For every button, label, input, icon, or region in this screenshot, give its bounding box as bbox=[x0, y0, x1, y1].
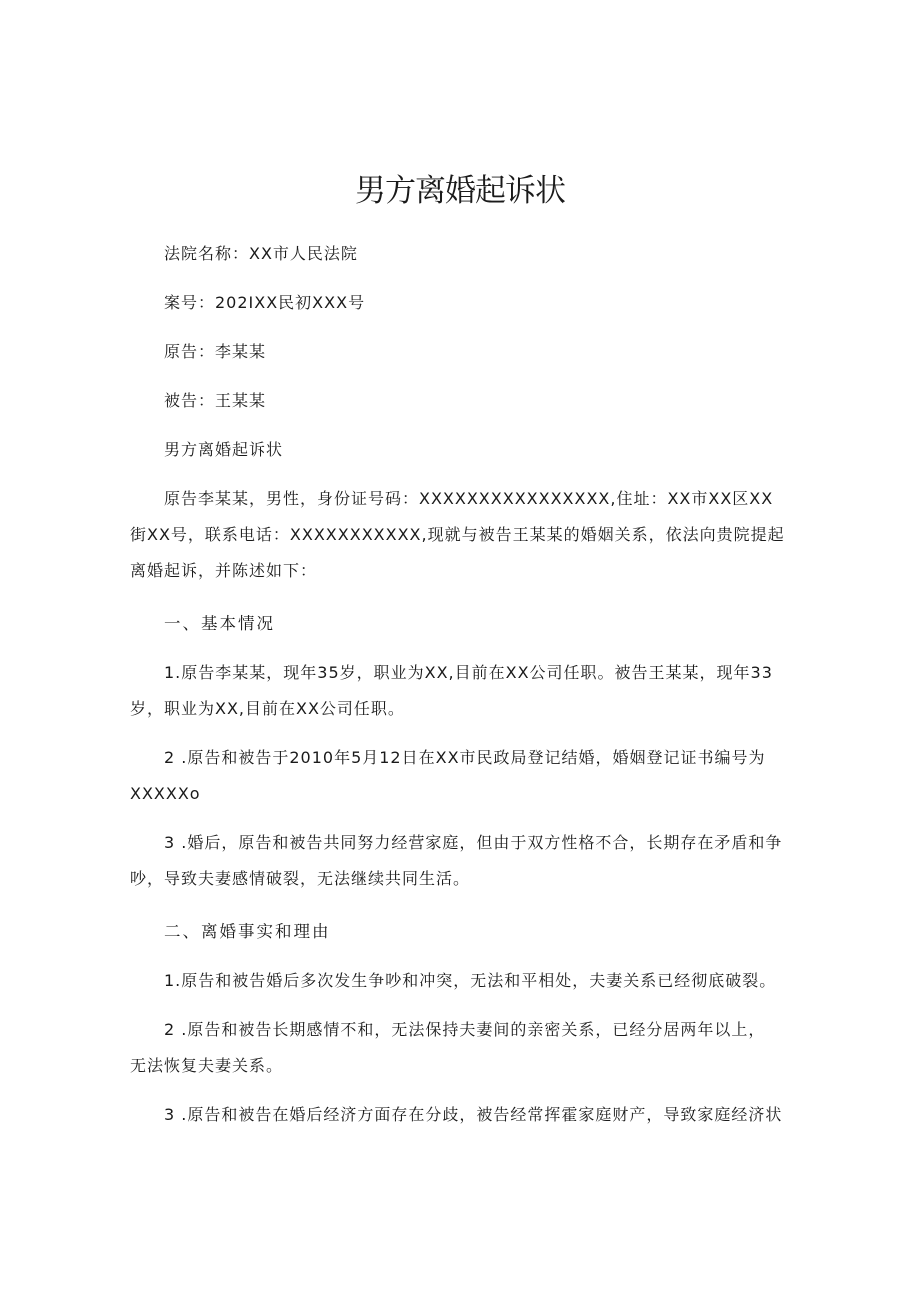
section-2-heading: 二、离婚事实和理由 bbox=[164, 922, 331, 941]
section-1-heading: 一、基本情况 bbox=[164, 614, 275, 633]
intro-line-3: 离婚起诉，并陈述如下： bbox=[130, 561, 318, 580]
s1-item3-line-2: 吵，导致夫妻感情破裂，无法继续共同生活。 bbox=[130, 869, 471, 888]
s1-item2-line-2: XXXXXo bbox=[130, 784, 201, 803]
s2-item1-line-1: 1.原告和被告婚后多次发生争吵和冲突，无法和平相处，夫妻关系已经彻底破裂。 bbox=[164, 971, 777, 990]
s2-item3-line-1: 3 .原告和被告在婚后经济方面存在分歧，被告经常挥霍家庭财产，导致家庭经济状 bbox=[164, 1105, 783, 1124]
s2-item2-line-1: 2 .原告和被告长期感情不和，无法保持夫妻间的亲密关系，已经分居两年以上， bbox=[164, 1020, 766, 1039]
document-label: 男方离婚起诉状 bbox=[164, 440, 284, 459]
defendant-line: 被告：王某某 bbox=[164, 391, 267, 410]
s1-item3-line-1: 3 .婚后，原告和被告共同努力经营家庭，但由于双方性格不合，长期存在矛盾和争 bbox=[164, 833, 783, 852]
plaintiff-line: 原告：李某某 bbox=[164, 342, 267, 361]
s1-item1-line-1: 1.原告李某某，现年35岁，职业为XX,目前在XX公司任职。被告王某某，现年33 bbox=[164, 663, 773, 682]
s1-item1-line-2: 岁，职业为XX,目前在XX公司任职。 bbox=[130, 699, 405, 718]
intro-line-1: 原告李某某，男性，身份证号码：XXXXXXXXXXXXXXXX,住址：XX市XX区XX bbox=[164, 489, 774, 508]
s1-item2-line-1: 2 .原告和被告于2010年5月12日在XX市民政局登记结婚，婚姻登记证书编号为 bbox=[164, 748, 766, 767]
court-name: 法院名称：XX市人民法院 bbox=[164, 244, 358, 263]
document-title: 男方离婚起诉状 bbox=[355, 173, 565, 209]
s2-item2-line-2: 无法恢复夫妻关系。 bbox=[130, 1056, 284, 1075]
case-number: 案号：202IXX民初XXX号 bbox=[164, 293, 366, 312]
intro-line-2: 街XX号，联系电话：XXXXXXXXXXX,现就与被告王某某的婚姻关系，依法向贵院提起 bbox=[130, 525, 785, 544]
